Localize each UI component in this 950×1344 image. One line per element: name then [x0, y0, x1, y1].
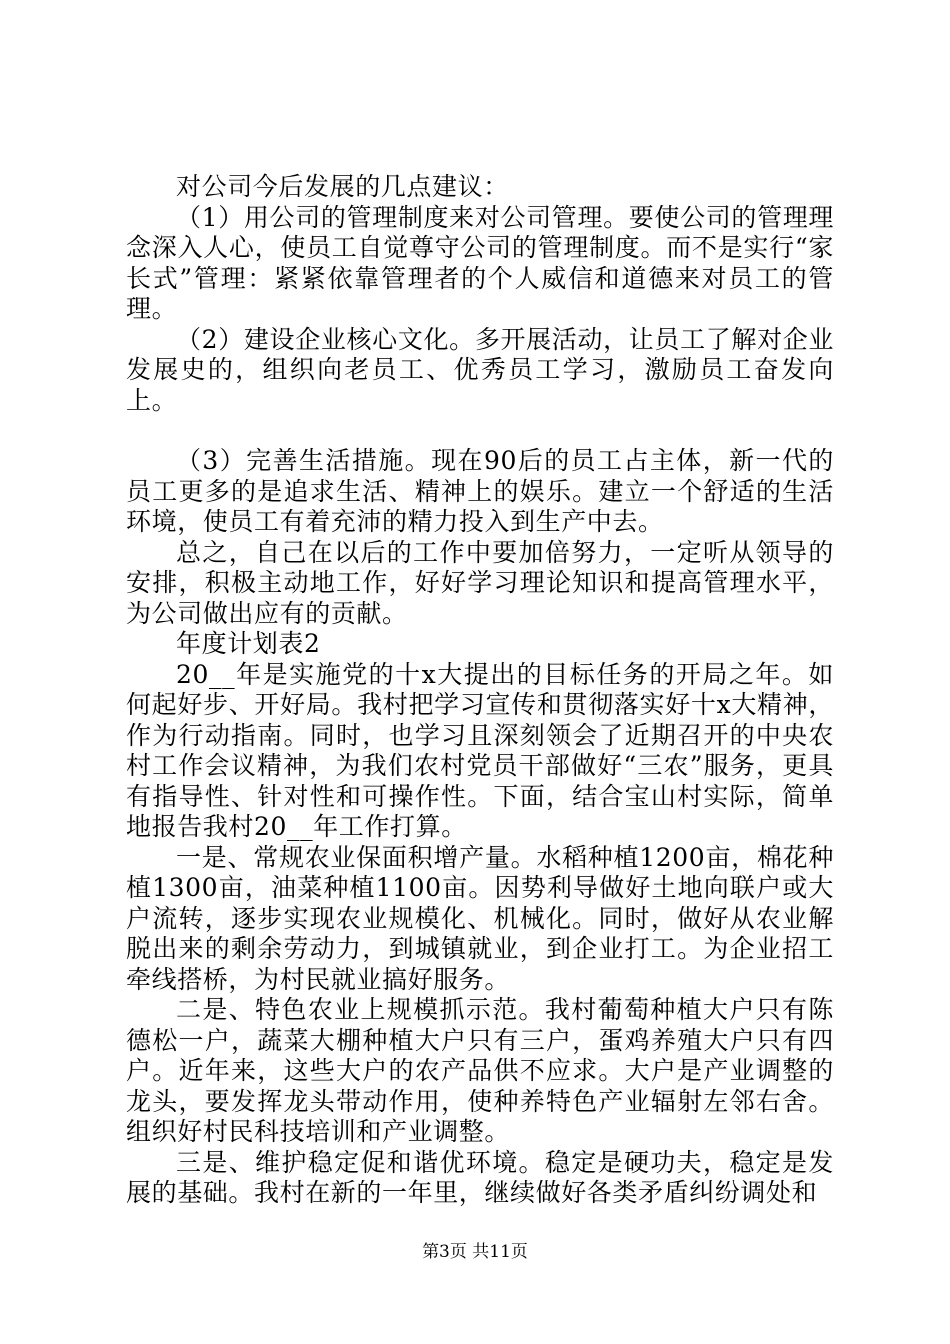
- paragraph-point-2: 二是、特色农业上规模抓示范。我村葡萄种植大户只有陈德松一户，蔬菜大棚种植大户只有三户，蛋鸡养殖大户只有四户。近年来，这些大户的农产品供不应求。大户是产业调整的龙头，要发挥龙头带动作用，使种养特色产业辐射左邻右舍。组织好村民科技培训和产业调整。: [126, 995, 834, 1146]
- paragraph-conclusion: 总之，自己在以后的工作中要加倍努力，一定听从领导的安排，积极主动地工作，好好学习理论知识和提高管理水平，为公司做出应有的贡献。: [126, 537, 834, 628]
- paragraph-suggestion-1: （1）用公司的管理制度来对公司管理。要使公司的管理理念深入人心，使员工自觉尊守公司的管理制度。而不是实行“家长式”管理：紧紧依靠管理者的个人威信和道德来对员工的管理。: [126, 202, 834, 323]
- paragraph-suggestions-heading: 对公司今后发展的几点建议：: [176, 172, 509, 201]
- page-number: 第3页 共11页: [422, 1242, 528, 1262]
- document-body: [126, 172, 834, 1209]
- paragraph-suggestion-2: （2）建设企业核心文化。多开展活动，让员工了解对企业发展史的，组织向老员工、优秀员工学习，激励员工奋发向上。: [126, 324, 834, 415]
- paragraph-intro: 20__年是实施党的十x大提出的目标任务的开局之年。如何起好步、开好局。我村把学习宣传和贯彻落实好十x大精神，作为行动指南。同时，也学习且深刻领会了近期召开的中央农村工作会议精神，为我们农村党员干部做好“三农”服务，更具有指导性、针对性和可操作性。下面，结合宝山村实际，简单地报告我村20__年工作打算。: [126, 659, 834, 841]
- page-footer: [0, 1241, 950, 1263]
- paragraph-point-1: 一是、常规农业保面积增产量。水稻种植1200亩，棉花种植1300亩，油菜种植1100亩。因势利导做好土地向联户或大户流转，逐步实现农业规模化、机械化。同时，做好从农业解脱出来的剩余劳动力，到城镇就业，到企业打工。为企业招工牵线搭桥，为村民就业搞好服务。: [126, 842, 834, 994]
- paragraph-point-3: 三是、维护稳定促和谐优环境。稳定是硬功夫，稳定是发展的基础。我村在新的一年里，继续做好各类矛盾纠纷调处和: [126, 1147, 834, 1207]
- section-title: 年度计划表2: [176, 629, 321, 658]
- paragraph-suggestion-3: （3）完善生活措施。现在90后的员工占主体，新一代的员工更多的是追求生活、精神上的娱乐。建立一个舒适的生活环境，使员工有着充沛的精力投入到生产中去。: [126, 446, 834, 536]
